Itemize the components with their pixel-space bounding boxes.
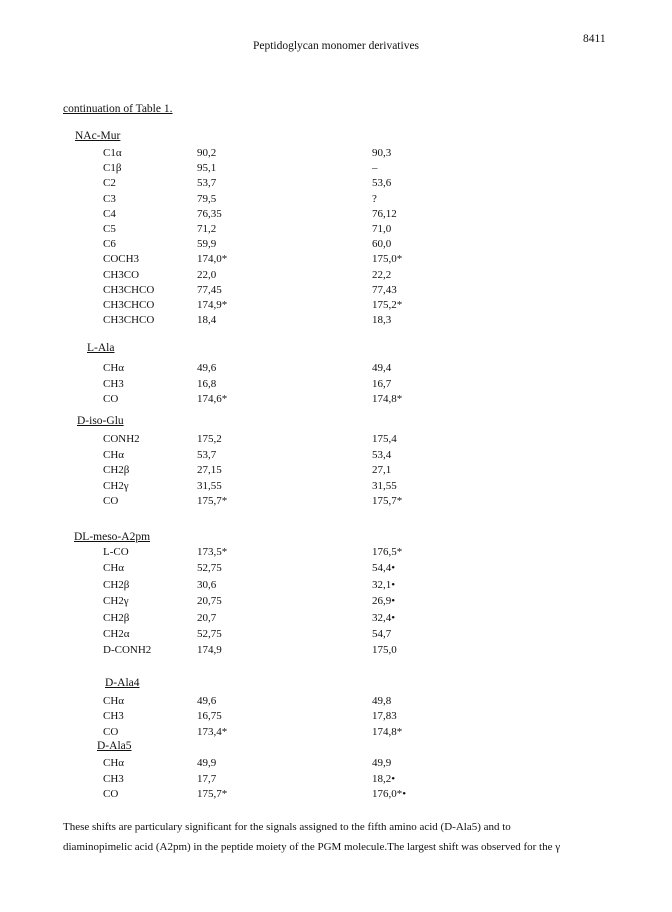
shift-value-col2: 49,9	[372, 757, 392, 769]
row-label: CH2β	[103, 578, 130, 591]
row-label: C3	[103, 192, 116, 205]
shift-value-col2: 26,9•	[372, 595, 396, 608]
table-row	[0, 644, 672, 658]
shift-value-col2: 174,8*	[372, 725, 403, 738]
row-label: CH2γ	[103, 479, 129, 492]
group-heading-row	[0, 415, 672, 429]
shift-value-col2: 90,3	[372, 147, 392, 159]
table-row	[0, 299, 672, 313]
shift-value-col1: 18,4	[197, 314, 217, 327]
group-heading-row	[0, 342, 672, 356]
shift-value-col1: 30,6	[197, 578, 217, 591]
shift-value-col1: 20,7	[197, 611, 217, 624]
shift-value-col1: 174,0*	[197, 253, 228, 266]
shift-value-col1: 49,6	[197, 362, 217, 374]
group-heading: NAc-Mur	[75, 130, 121, 142]
group-heading-row	[0, 130, 672, 144]
row-label: CH2γ	[103, 595, 129, 608]
table-row	[0, 495, 672, 509]
table-row	[0, 223, 672, 237]
table-row	[0, 546, 672, 560]
shift-value-col2: 18,3	[372, 314, 392, 327]
shift-value-col1: 175,7*	[197, 788, 228, 800]
shift-value-col2: 77,43	[372, 283, 397, 296]
table-row	[0, 284, 672, 298]
shift-value-col1: 52,75	[197, 628, 222, 640]
shift-value-col2: 18,2•	[372, 772, 396, 785]
row-label: C1β	[103, 162, 122, 175]
table-row	[0, 208, 672, 222]
shift-value-col2: 175,7*	[372, 495, 403, 507]
group-heading-row	[0, 740, 672, 754]
shift-value-col2: 49,8	[372, 695, 392, 707]
table-row	[0, 612, 672, 626]
table-continuation-caption: continuation of Table 1.	[63, 103, 173, 115]
group-heading-row	[0, 531, 672, 545]
shift-value-col2: ?	[372, 192, 377, 205]
shift-value-col2: 175,2*	[372, 299, 403, 311]
table-row	[0, 788, 672, 802]
shift-value-col2: 54,7	[372, 628, 392, 640]
shift-value-col1: 173,5*	[197, 546, 228, 558]
shift-value-col1: 95,1	[197, 162, 217, 175]
shift-value-col2: 176,5*	[372, 546, 403, 558]
group-heading: DL-meso-A2pm	[74, 531, 151, 543]
shift-value-col1: 31,55	[197, 479, 222, 492]
shift-value-col1: 59,9	[197, 238, 217, 251]
row-label: CH3CHCO	[103, 283, 155, 296]
row-label: CHα	[103, 362, 125, 374]
shift-value-col1: 16,75	[197, 710, 222, 723]
table-row	[0, 253, 672, 267]
shift-value-col2: 27,1	[372, 464, 392, 476]
table-row	[0, 695, 672, 709]
row-label: CONH2	[103, 433, 140, 445]
table-row	[0, 238, 672, 252]
shift-value-col1: 20,75	[197, 595, 222, 608]
table-row	[0, 378, 672, 392]
shift-value-col1: 175,2	[197, 433, 222, 445]
row-label: CO	[103, 725, 119, 738]
row-label: CO	[103, 393, 119, 405]
shift-value-col1: 174,6*	[197, 393, 228, 405]
row-label: CH3	[103, 377, 124, 390]
shift-value-col2: 175,0	[372, 644, 397, 657]
table-row	[0, 147, 672, 161]
table-row	[0, 177, 672, 191]
row-label: CHα	[103, 448, 125, 461]
table-row	[0, 595, 672, 609]
row-label: CO	[103, 495, 119, 507]
shift-value-col1: 27,15	[197, 464, 222, 476]
group-heading: L-Ala	[87, 342, 115, 354]
row-label: L-CO	[103, 546, 129, 558]
row-label: CH2β	[103, 464, 130, 476]
row-label: CO	[103, 788, 119, 800]
shift-value-col1: 49,9	[197, 757, 217, 769]
footnote-line-2: diaminopimelic acid (A2pm) in the peptide moiety of the PGM molecule.The largest shift was observed for the γ	[63, 841, 561, 853]
table-row	[0, 269, 672, 283]
table-row	[0, 773, 672, 787]
shift-value-col1: 77,45	[197, 283, 222, 296]
table-row	[0, 579, 672, 593]
shift-value-col2: 32,4•	[372, 611, 396, 624]
shift-value-col2: 76,12	[372, 207, 397, 220]
row-label: C6	[103, 238, 116, 251]
table-row	[0, 480, 672, 494]
shift-value-col2: 32,1•	[372, 578, 396, 591]
page-number: 8411	[583, 33, 606, 45]
row-label: CH2β	[103, 611, 130, 624]
group-heading: D-iso-Glu	[77, 415, 124, 427]
row-label: C1α	[103, 147, 122, 159]
row-label: CH3	[103, 710, 124, 723]
table-row	[0, 193, 672, 207]
shift-value-col2: 53,4	[372, 448, 392, 461]
row-label: CHα	[103, 757, 125, 769]
table-row	[0, 362, 672, 376]
shift-value-col2: 175,0*	[372, 253, 403, 266]
row-label: CH3CO	[103, 268, 140, 281]
table-row	[0, 757, 672, 771]
footnote-line-1: These shifts are particulary significant for the signals assigned to the fifth amino acid (D-Ala5) and to	[63, 821, 511, 833]
table-row	[0, 628, 672, 642]
shift-value-col2: 54,4•	[372, 562, 396, 575]
shift-value-col2: 16,7	[372, 377, 392, 390]
row-label: CH2α	[103, 628, 130, 640]
row-label: CH3CHCO	[103, 299, 155, 311]
shift-value-col1: 174,9	[197, 644, 222, 657]
shift-value-col1: 174,9*	[197, 299, 228, 311]
shift-value-col1: 175,7*	[197, 495, 228, 507]
shift-value-col2: 22,2	[372, 268, 392, 281]
row-label: CH3	[103, 772, 124, 785]
table-row	[0, 449, 672, 463]
shift-value-col1: 76,35	[197, 207, 222, 220]
shift-value-col1: 52,75	[197, 562, 222, 575]
shift-value-col1: 90,2	[197, 147, 217, 159]
table-row	[0, 710, 672, 724]
shift-value-col1: 173,4*	[197, 725, 228, 738]
table-row	[0, 726, 672, 740]
group-heading: D-Ala4	[105, 677, 140, 689]
table-row	[0, 464, 672, 478]
running-header-title: Peptidoglycan monomer derivatives	[252, 40, 420, 52]
row-label: C4	[103, 207, 116, 220]
shift-value-col1: 79,5	[197, 192, 217, 205]
shift-value-col2: 176,0*•	[372, 788, 407, 800]
shift-value-col1: 17,7	[197, 772, 217, 785]
shift-value-col1: 49,6	[197, 695, 217, 707]
shift-value-col2: 31,55	[372, 479, 397, 492]
row-label: CHα	[103, 562, 125, 575]
shift-value-col2: 174,8*	[372, 393, 403, 405]
shift-value-col1: 16,8	[197, 377, 217, 390]
row-label: CHα	[103, 695, 125, 707]
shift-value-col2: 175,4	[372, 433, 397, 445]
shift-value-col2: 60,0	[372, 238, 392, 251]
shift-value-col2: 17,83	[372, 710, 397, 723]
shift-value-col1: 71,2	[197, 223, 217, 235]
shift-value-col1: 53,7	[197, 448, 217, 461]
group-heading-row	[0, 677, 672, 691]
shift-value-col1: 22,0	[197, 268, 217, 281]
table-row	[0, 314, 672, 328]
shift-value-col2: 71,0	[372, 223, 392, 235]
table-row	[0, 162, 672, 176]
table-row	[0, 562, 672, 576]
shift-value-col2: 53,6	[372, 177, 392, 190]
shift-value-col2: 49,4	[372, 362, 392, 374]
group-heading: D-Ala5	[97, 740, 132, 752]
row-label: CH3CHCO	[103, 314, 155, 327]
table-row	[0, 433, 672, 447]
table-row	[0, 393, 672, 407]
row-label: C2	[103, 177, 116, 190]
row-label: C5	[103, 223, 116, 235]
row-label: D-CONH2	[103, 644, 152, 657]
row-label: COCH3	[103, 253, 140, 266]
shift-value-col1: 53,7	[197, 177, 217, 190]
shift-value-col2: –	[372, 162, 378, 175]
